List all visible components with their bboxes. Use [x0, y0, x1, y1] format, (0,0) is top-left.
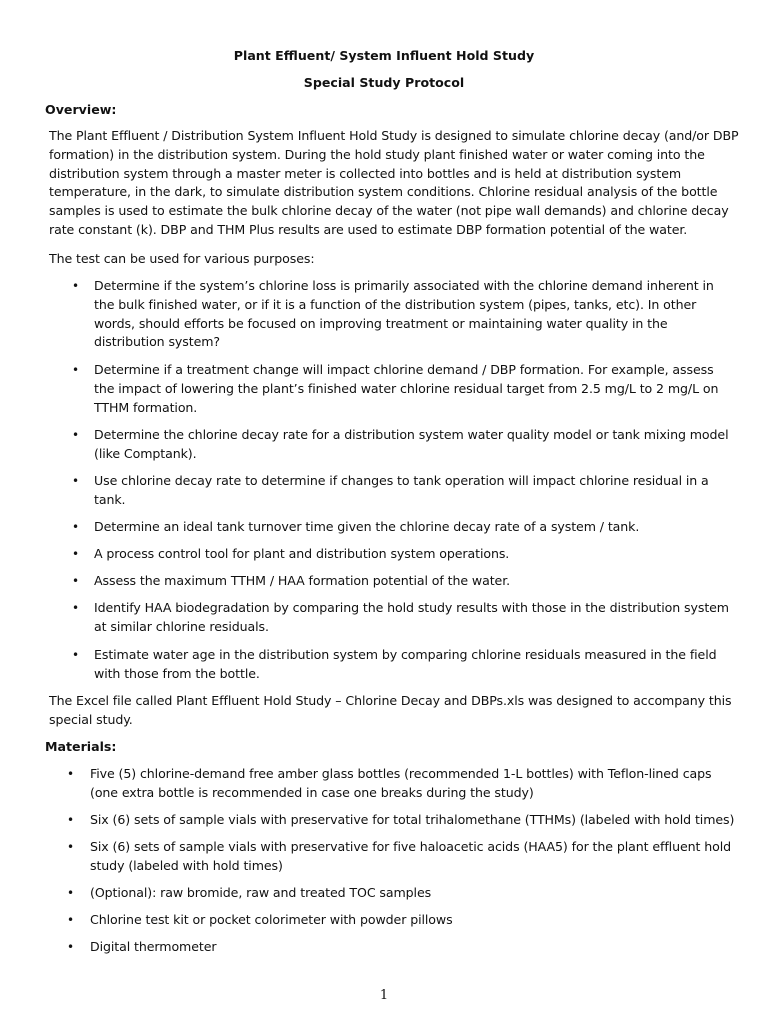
purposes-intro: The test can be used for various purposes:: [49, 251, 315, 266]
list-item-text: Determine an ideal tank turnover time given the chlorine decay rate of a system / tank.: [94, 519, 640, 534]
bullet-icon: •: [72, 547, 79, 561]
list-item-text: Five (5) chlorine-demand free amber glass bottles (recommended 1-L bottles) with Teflon-lined caps (one extra bottle is recommended in case one breaks during the study): [90, 766, 712, 800]
document-title: Plant Effluent/ System Influent Hold Study: [233, 48, 535, 63]
list-item-text: Assess the maximum TTHM / HAA formation potential of the water.: [94, 573, 511, 588]
overview-heading: Overview:: [45, 102, 117, 117]
bullet-icon: •: [67, 940, 74, 954]
list-item-text: Six (6) sets of sample vials with preservative for five haloacetic acids (HAA5) for the plant effluent hold study (labeled with hold times): [90, 839, 732, 873]
bullet-icon: •: [67, 886, 74, 900]
overview-paragraph: The Plant Effluent / Distribution System Influent Hold Study is designed to simulate chlorine decay (and/or DBP formation) in the distribution system. During the hold study plant finished water or water coming into the distribution system through a master meter is collected into bottles and is held at distribution system temperature, in the dark, to simulate distribution system conditions. Chlorine residual analysis of the bottle samples is used to estimate the bulk chlorine decay of the water (not pipe wall demands) and chlorine decay rate constant (k). DBP and THM Plus results are used to estimate DBP formation potential of the water.: [49, 128, 739, 237]
list-item-text: Chlorine test kit or pocket colorimeter with powder pillows: [90, 912, 453, 927]
bullet-icon: •: [72, 648, 79, 662]
list-item-text: Determine if a treatment change will impact chlorine demand / DBP formation. For example, assess the impact of lowering the plant’s finished water chlorine residual target from 2.5 mg/L to 2 mg/L on TTHM formation.: [94, 362, 719, 415]
bullet-icon: •: [72, 520, 79, 534]
excel-note: The Excel file called Plant Effluent Hold Study – Chlorine Decay and DBPs.xls was designed to accompany this special study.: [49, 693, 732, 727]
materials-heading: Materials:: [45, 739, 117, 754]
bullet-icon: •: [72, 474, 79, 488]
bullet-icon: •: [67, 767, 74, 781]
list-item-text: Identify HAA biodegradation by comparing the hold study results with those in the distribution system at similar chlorine residuals.: [94, 600, 729, 634]
bullet-icon: •: [67, 840, 74, 854]
bullet-icon: •: [72, 363, 79, 377]
list-item-text: Digital thermometer: [90, 939, 217, 954]
list-item-text: A process control tool for plant and distribution system operations.: [94, 546, 510, 561]
list-item-text: Estimate water age in the distribution system by comparing chlorine residuals measured in the field with those from the bottle.: [94, 647, 717, 681]
bullet-icon: •: [72, 574, 79, 588]
bullet-icon: •: [67, 813, 74, 827]
list-item-text: Six (6) sets of sample vials with preservative for total trihalomethane (TTHMs) (labeled with hold times): [90, 812, 735, 827]
bullet-icon: •: [72, 279, 79, 293]
bullet-icon: •: [72, 601, 79, 615]
list-item-text: Determine the chlorine decay rate for a distribution system water quality model or tank mixing model (like Comptank).: [94, 427, 729, 461]
list-item-text: Use chlorine decay rate to determine if changes to tank operation will impact chlorine residual in a tank.: [94, 473, 709, 507]
list-item-text: (Optional): raw bromide, raw and treated TOC samples: [90, 885, 432, 900]
bullet-icon: •: [67, 913, 74, 927]
list-item-text: Determine if the system’s chlorine loss is primarily associated with the chlorine demand inherent in the bulk finished water, or if it is a function of the distribution system (pipes, tanks, etc). In other words, should efforts be focused on improving treatment or maintaining water quality in the distribution system?: [94, 278, 714, 350]
page-number: 1: [379, 988, 389, 1003]
bullet-icon: •: [72, 428, 79, 442]
document-subtitle: Special Study Protocol: [303, 75, 465, 90]
